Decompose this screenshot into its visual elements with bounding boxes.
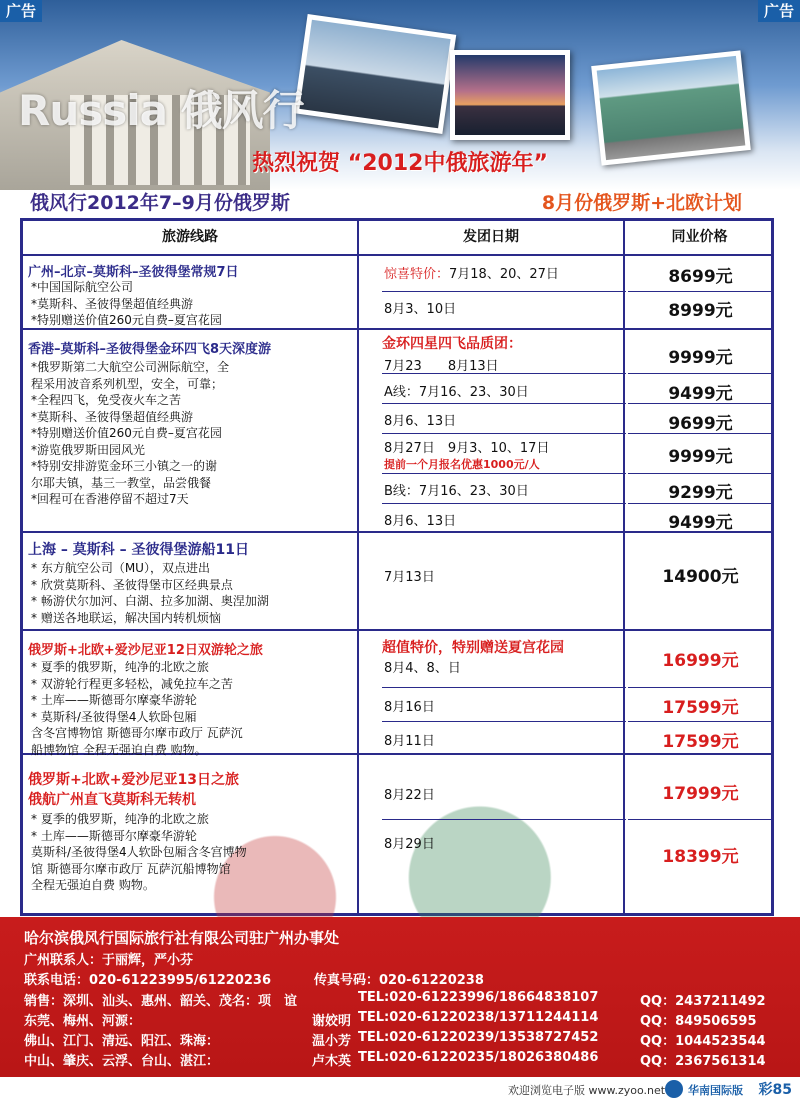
sales-qq: QQ：2367561314 (640, 1054, 766, 1069)
sales-qq: QQ：2437211492 (640, 994, 766, 1009)
price: 9299元 (668, 483, 733, 503)
header-price: 同业价格 (671, 229, 728, 245)
route-features: * 东方航空公司（MU），双点进出 * 欣赏莫斯科、圣彼得堡市区经典景点 * 畅游伏尔加河、白湖、拉多加湖、奥涅加湖 * 赠送各地联运，解决国内转机烦恼 (31, 561, 269, 625)
price: 8999元 (668, 301, 733, 321)
departure-date: 7月23 8月13日 (384, 359, 499, 374)
sunset-fortress-photo (450, 50, 570, 140)
subtitle-left: 俄风行2012年7–9月份俄罗斯 (30, 192, 290, 214)
price: 16999元 (662, 651, 739, 671)
page-title: 热烈祝贺 “2012中俄旅游年” (252, 151, 548, 176)
sales-name: 谢姣明 (312, 1014, 352, 1029)
price: 9699元 (668, 414, 733, 434)
departure-date: 8月6、13日 (384, 514, 457, 529)
route-name: 香港–莫斯科–圣彼得堡金环四飞8天深度游 (28, 342, 272, 357)
route-name: 广州–北京–莫斯科–圣彼得堡常规7日 (28, 265, 239, 280)
route-name: 俄罗斯+北欧+爱沙尼亚13日之旅 (28, 772, 239, 788)
price: 9999元 (668, 447, 733, 467)
cruiser-photo (294, 14, 456, 134)
route-features: *中国国际航空公司 *莫斯科、圣彼得堡超值经典游 *特别赠送价值260元自费–夏宫花园 (31, 280, 222, 327)
contact-footer (0, 917, 800, 1077)
publisher-name: 华南国际版 (688, 1084, 743, 1097)
promo-label: 金环四星四飞品质团： (382, 336, 522, 352)
header-route: 旅游线路 (162, 229, 218, 245)
sales-tel: TEL:020-61220235/18026380486 (358, 1050, 599, 1065)
sales-region: 佛山、江门、清远、阳江、珠海： (24, 1034, 220, 1049)
website-note: 欢迎浏览电子版 www.zyoo.net (508, 1084, 666, 1097)
price: 17599元 (662, 732, 739, 752)
route-features: * 夏季的俄罗斯，纯净的北欧之旅 * 双游轮行程更多轻松，减免拉车之苦 * 土库——斯德哥尔摩豪华游轮 * 莫斯科/圣彼得堡4人软卧包厢 含冬宫博物馆 斯德哥尔摩市政厅 瓦萨沉 船博物馆 全程无强迫自费 购物。 (31, 660, 243, 757)
sales-name: 卢木英 (312, 1054, 352, 1069)
price: 8699元 (668, 267, 733, 287)
phone: 联系电话：020-61223995/61220236 (24, 973, 272, 988)
price: 17599元 (662, 698, 739, 718)
departure-date: 7月13日 (384, 570, 435, 585)
russia-logo: Russia 俄风行 (18, 86, 304, 135)
departure-date: 8月4、8、日 (384, 661, 461, 676)
discount-note: 提前一个月报名优惠1000元/人 (384, 458, 540, 471)
departure-date: 8月3、10日 (384, 302, 457, 317)
departure-date: A线：7月16、23、30日 (384, 385, 529, 400)
sales-qq: QQ：1044523544 (640, 1034, 766, 1049)
subtitle-right: 8月份俄罗斯+北欧计划 (541, 192, 742, 214)
page-footer-bar (0, 1077, 800, 1100)
price: 14900元 (662, 567, 739, 587)
sales-tel: TEL:020-61220239/13538727452 (358, 1030, 599, 1045)
departure-date: 8月11日 (384, 734, 435, 749)
price: 17999元 (662, 784, 739, 804)
sales-region: 销售：深圳、汕头、惠州、韶关、茂名：项 谊 (24, 994, 298, 1009)
route-name: 上海 – 莫斯科 – 圣彼得堡游船11日 (28, 542, 249, 558)
publisher-logo-icon (665, 1080, 683, 1098)
route-features: *俄罗斯第二大航空公司洲际航空，全 程采用波音系列机型，安全，可靠； *全程四飞，免受夜火车之苦 *莫斯科、圣彼得堡超值经典游 *特别赠送价值260元自费–夏宫花园 *游览俄罗斯田园风光 *特别安排游览金环三小镇之一的谢 尔耶夫镇，基三一教堂，品尝俄餐 *回程可在香港停留不超过7天 (31, 360, 230, 506)
contact-person: 广州联系人：于丽辉，严小芬 (24, 953, 194, 968)
ad-label-left: 广告 (0, 0, 42, 22)
price: 18399元 (662, 847, 739, 867)
departure-date: 惊喜特价：7月18、20、27日 (384, 267, 559, 282)
departure-date: 8月22日 (384, 788, 435, 803)
price: 9499元 (668, 513, 733, 533)
sales-region: 东莞、梅州、河源： (24, 1014, 142, 1029)
fax: 传真号码：020-61220238 (314, 973, 484, 988)
route-subtitle: 俄航广州直飞莫斯科无转机 (28, 792, 196, 808)
sales-qq: QQ：849506595 (640, 1014, 757, 1029)
departure-date: B线：7月16、23、30日 (384, 484, 529, 499)
tour-table (20, 218, 774, 916)
departure-date: 8月6、13日 (384, 414, 457, 429)
sales-tel: TEL:020-61220238/13711244114 (358, 1010, 599, 1025)
route-name: 俄罗斯+北欧+爱沙尼亚12日双游轮之旅 (28, 643, 263, 658)
sales-tel: TEL:020-61223996/18664838107 (358, 990, 599, 1005)
departure-date: 8月16日 (384, 700, 435, 715)
ad-label-right: 广告 (758, 0, 800, 22)
departure-date: 8月29日 (384, 837, 435, 852)
sales-name: 温小芳 (312, 1034, 352, 1049)
page-number: 彩85 (758, 1082, 792, 1098)
header-dates: 发团日期 (463, 229, 519, 245)
sales-region: 中山、肇庆、云浮、台山、湛江： (24, 1054, 220, 1069)
company-name: 哈尔滨俄风行国际旅行社有限公司驻广州办事处 (24, 929, 340, 947)
price: 9999元 (668, 348, 733, 368)
route-features: * 夏季的俄罗斯，纯净的北欧之旅 * 土库——斯德哥尔摩豪华游轮 莫斯科/圣彼得堡4人软卧包厢含冬宫博物 馆 斯德哥尔摩市政厅 瓦萨沉船博物馆 全程无强迫自费 购物。 (31, 812, 247, 892)
promo-label: 超值特价，特别赠送夏宫花园 (382, 640, 564, 656)
departure-date: 8月27日 9月3、10、17日 (384, 441, 550, 456)
price: 9499元 (668, 384, 733, 404)
